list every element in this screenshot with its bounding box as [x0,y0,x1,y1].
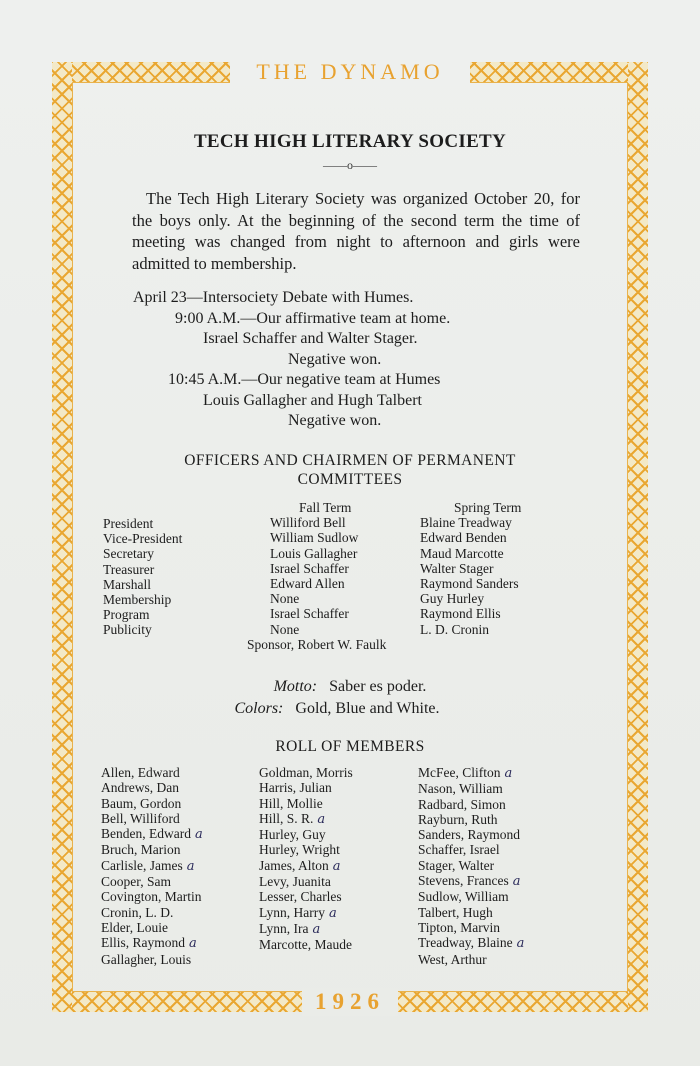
spring-officer-text: Blaine Treadway [420,515,512,531]
fall-term-header: Fall Term [298,500,352,515]
fall-officer [270,606,358,621]
motto-label: Motto: [273,678,318,695]
member-name [259,811,353,827]
member-name-text: Stager, Walter [418,857,495,873]
member-name [418,797,524,812]
member-name [101,842,203,857]
fall-officer [270,561,358,576]
spring-term-column [420,500,521,637]
member-name [418,889,524,904]
member-name-text: Radbard, Simon [418,796,506,812]
debate-line: April 23—Intersociety Debate with Humes. [133,289,414,306]
spring-officer [420,576,521,591]
year-footer: 1926 [302,988,398,1016]
member-name [418,781,524,796]
spring-officer-text: Guy Hurley [420,591,485,607]
member-name-text: Hill, Mollie [259,795,323,811]
member-name [259,889,353,904]
spring-officer [420,546,521,561]
officers-heading-line: OFFICERS AND CHAIRMEN OF PERMANENT [184,452,516,469]
member-name-text: Nason, William [418,781,503,797]
member-name [259,858,353,874]
title-divider: ——o—— [323,158,377,172]
officer-role-text: Program [103,607,150,623]
handwritten-mark: a [512,874,521,890]
member-name-text: Lynn, Harry [259,904,325,920]
member-name [259,905,353,921]
intro-paragraph [132,188,580,274]
member-name [418,858,524,873]
member-name-text: McFee, Clifton [418,765,501,780]
member-name-text: Harris, Julian [259,780,332,796]
spring-officer-text: Raymond Sanders [420,576,519,592]
colors-line [0,698,700,720]
member-name [418,812,524,827]
officer-role-text: Publicity [103,622,152,638]
spring-officer [420,622,521,637]
officer-role [103,577,182,592]
motto-line [0,676,700,698]
member-name [101,780,203,795]
spring-officer [420,561,521,576]
colors-value: Gold, Blue and White. [295,700,440,717]
spring-officer-text: Maud Marcotte [420,545,504,561]
member-name [101,952,203,967]
officer-role [103,516,182,531]
member-name-text: Baum, Gordon [101,795,182,811]
member-name [101,889,203,904]
handwritten-mark: a [317,811,326,827]
member-name [418,905,524,920]
fall-officer-text: Williford Bell [270,515,346,531]
member-name-text: Hurley, Guy [259,827,326,843]
member-name-text: Hurley, Wright [259,842,340,858]
member-name-text: Benden, Edward [101,826,191,842]
member-name-text: Lesser, Charles [259,889,342,905]
member-name-text: Treadway, Blaine [418,935,513,951]
spring-officer-text: Raymond Ellis [420,606,501,622]
member-name-text: Cronin, L. D. [101,904,174,920]
officer-role-text: Secretary [103,546,154,562]
spring-officer-text: Walter Stager [420,560,494,576]
member-name [418,920,524,935]
spring-term-header: Spring Term [454,500,522,515]
member-name-text: Covington, Martin [101,889,202,905]
member-name-text: Goldman, Morris [259,765,353,780]
member-name [101,796,203,811]
member-name-text: Lynn, Ira [259,920,309,936]
member-name-text: Talbert, Hugh [418,904,493,920]
member-name-text: Sudlow, William [418,889,509,905]
officer-role-text: Membership [103,592,172,608]
member-name-text: James, Alton [259,857,329,873]
spring-officer-text: L. D. Cronin [420,621,489,637]
member-name [101,905,203,920]
fall-officer-text: Edward Allen [270,576,345,592]
officer-role-text: Marshall [103,576,151,592]
member-name [101,811,203,826]
member-name-text: Andrews, Dan [101,780,179,796]
fall-officer [270,530,358,545]
member-name-text: Carlisle, James [101,857,183,873]
officer-role-text: President [103,516,154,531]
officer-role [103,607,182,622]
handwritten-mark: a [516,936,525,952]
officer-role [103,531,182,546]
handwritten-mark: a [312,921,321,937]
roll-column-3 [418,765,524,967]
debate-line: Louis Gallagher and Hugh Talbert [203,391,422,409]
fall-officer-text: William Sudlow [270,530,359,546]
member-name-text: Levy, Juanita [259,874,331,890]
officer-role [103,592,182,607]
handwritten-mark: a [186,858,195,874]
member-name-text: Sanders, Raymond [418,827,520,843]
handwritten-mark: a [189,936,197,952]
motto-value: Saber es poder. [329,678,427,695]
fall-officer [270,546,358,561]
member-name [259,874,353,889]
colors-label: Colors: [234,700,284,717]
fall-officer [270,576,358,591]
roll-column-2 [259,765,353,953]
member-name [418,827,524,842]
fall-officer-text: Louis Gallagher [270,545,358,561]
officer-role-text: Vice-President [103,531,183,547]
member-name-text: Gallagher, Louis [101,951,192,967]
fall-officer-text: None [270,621,300,637]
intro-text: The Tech High Literary Society was organized October 20, for the boys only. At the beginning of the second term the time of meeting was changed from night to afternoon and girls were admitted to membership. [132,189,580,273]
fall-term-column [270,500,358,637]
member-name [418,935,524,951]
sponsor-line: Sponsor, Robert W. Faulk [247,637,387,652]
member-name-text: Elder, Louie [101,919,168,935]
member-name [259,937,353,952]
officer-role [103,622,182,637]
member-name-text: Schaffer, Israel [418,842,500,858]
member-name [259,842,353,857]
officer-roles-column [103,516,182,638]
roll-column-1 [101,765,203,967]
member-name [101,826,203,842]
member-name-text: Ellis, Raymond [101,935,185,951]
debate-line: Negative won. [288,412,382,429]
officers-heading [0,451,700,489]
officer-role [103,546,182,561]
member-name [418,952,524,967]
member-name [259,780,353,795]
officers-heading-line: COMMITTEES [297,471,403,488]
debate-line: Negative won. [288,350,382,368]
spring-officer-text: Edward Benden [420,530,507,546]
debate-line: 10:45 A.M.—Our negative team at Humes [168,371,441,388]
fall-officer [270,515,358,530]
fall-officer-text: Israel Schaffer [270,606,349,622]
member-name [259,827,353,842]
handwritten-mark: a [332,858,341,874]
handwritten-mark: a [328,905,337,921]
member-name-text: Hill, S. R. [259,810,314,826]
spring-officer [420,515,521,530]
member-name-text: Marcotte, Maude [259,937,352,953]
member-name [418,842,524,857]
member-name [101,858,203,874]
debate-line: Israel Schaffer and Walter Stager. [203,330,418,347]
spring-officer [420,606,521,621]
member-name [259,921,353,937]
fall-officer-text: None [270,591,300,607]
officer-role [103,562,182,577]
member-name-text: Rayburn, Ruth [418,811,498,827]
handwritten-mark: a [194,827,203,843]
officer-role-text: Treasurer [103,561,155,577]
spring-officer [420,530,521,545]
member-name [101,874,203,889]
debate-line: 9:00 A.M.—Our affirmative team at home. [175,309,451,327]
fall-officer [270,622,358,637]
member-name [418,765,524,781]
member-name [101,920,203,935]
member-name-text: Tipton, Marvin [418,919,501,935]
fall-officer [270,591,358,606]
fall-officer-text: Israel Schaffer [270,560,349,576]
member-name-text: Stevens, Frances [418,873,509,889]
member-name-text: Allen, Edward [101,765,180,780]
member-name [101,765,203,780]
member-name-text: Bruch, Marion [101,842,181,858]
motto-block [0,676,700,720]
member-name-text: Cooper, Sam [101,874,171,890]
roll-heading: ROLL OF MEMBERS [275,738,425,755]
member-name [259,796,353,811]
running-header: THE DYNAMO [230,59,470,85]
member-name [101,935,203,951]
page-title: TECH HIGH LITERARY SOCIETY [193,131,507,152]
member-name-text: West, Arthur [418,951,487,967]
spring-officer [420,591,521,606]
member-name [418,873,524,889]
member-name-text: Bell, Williford [101,810,180,826]
handwritten-mark: a [504,766,513,781]
member-name [259,765,353,780]
